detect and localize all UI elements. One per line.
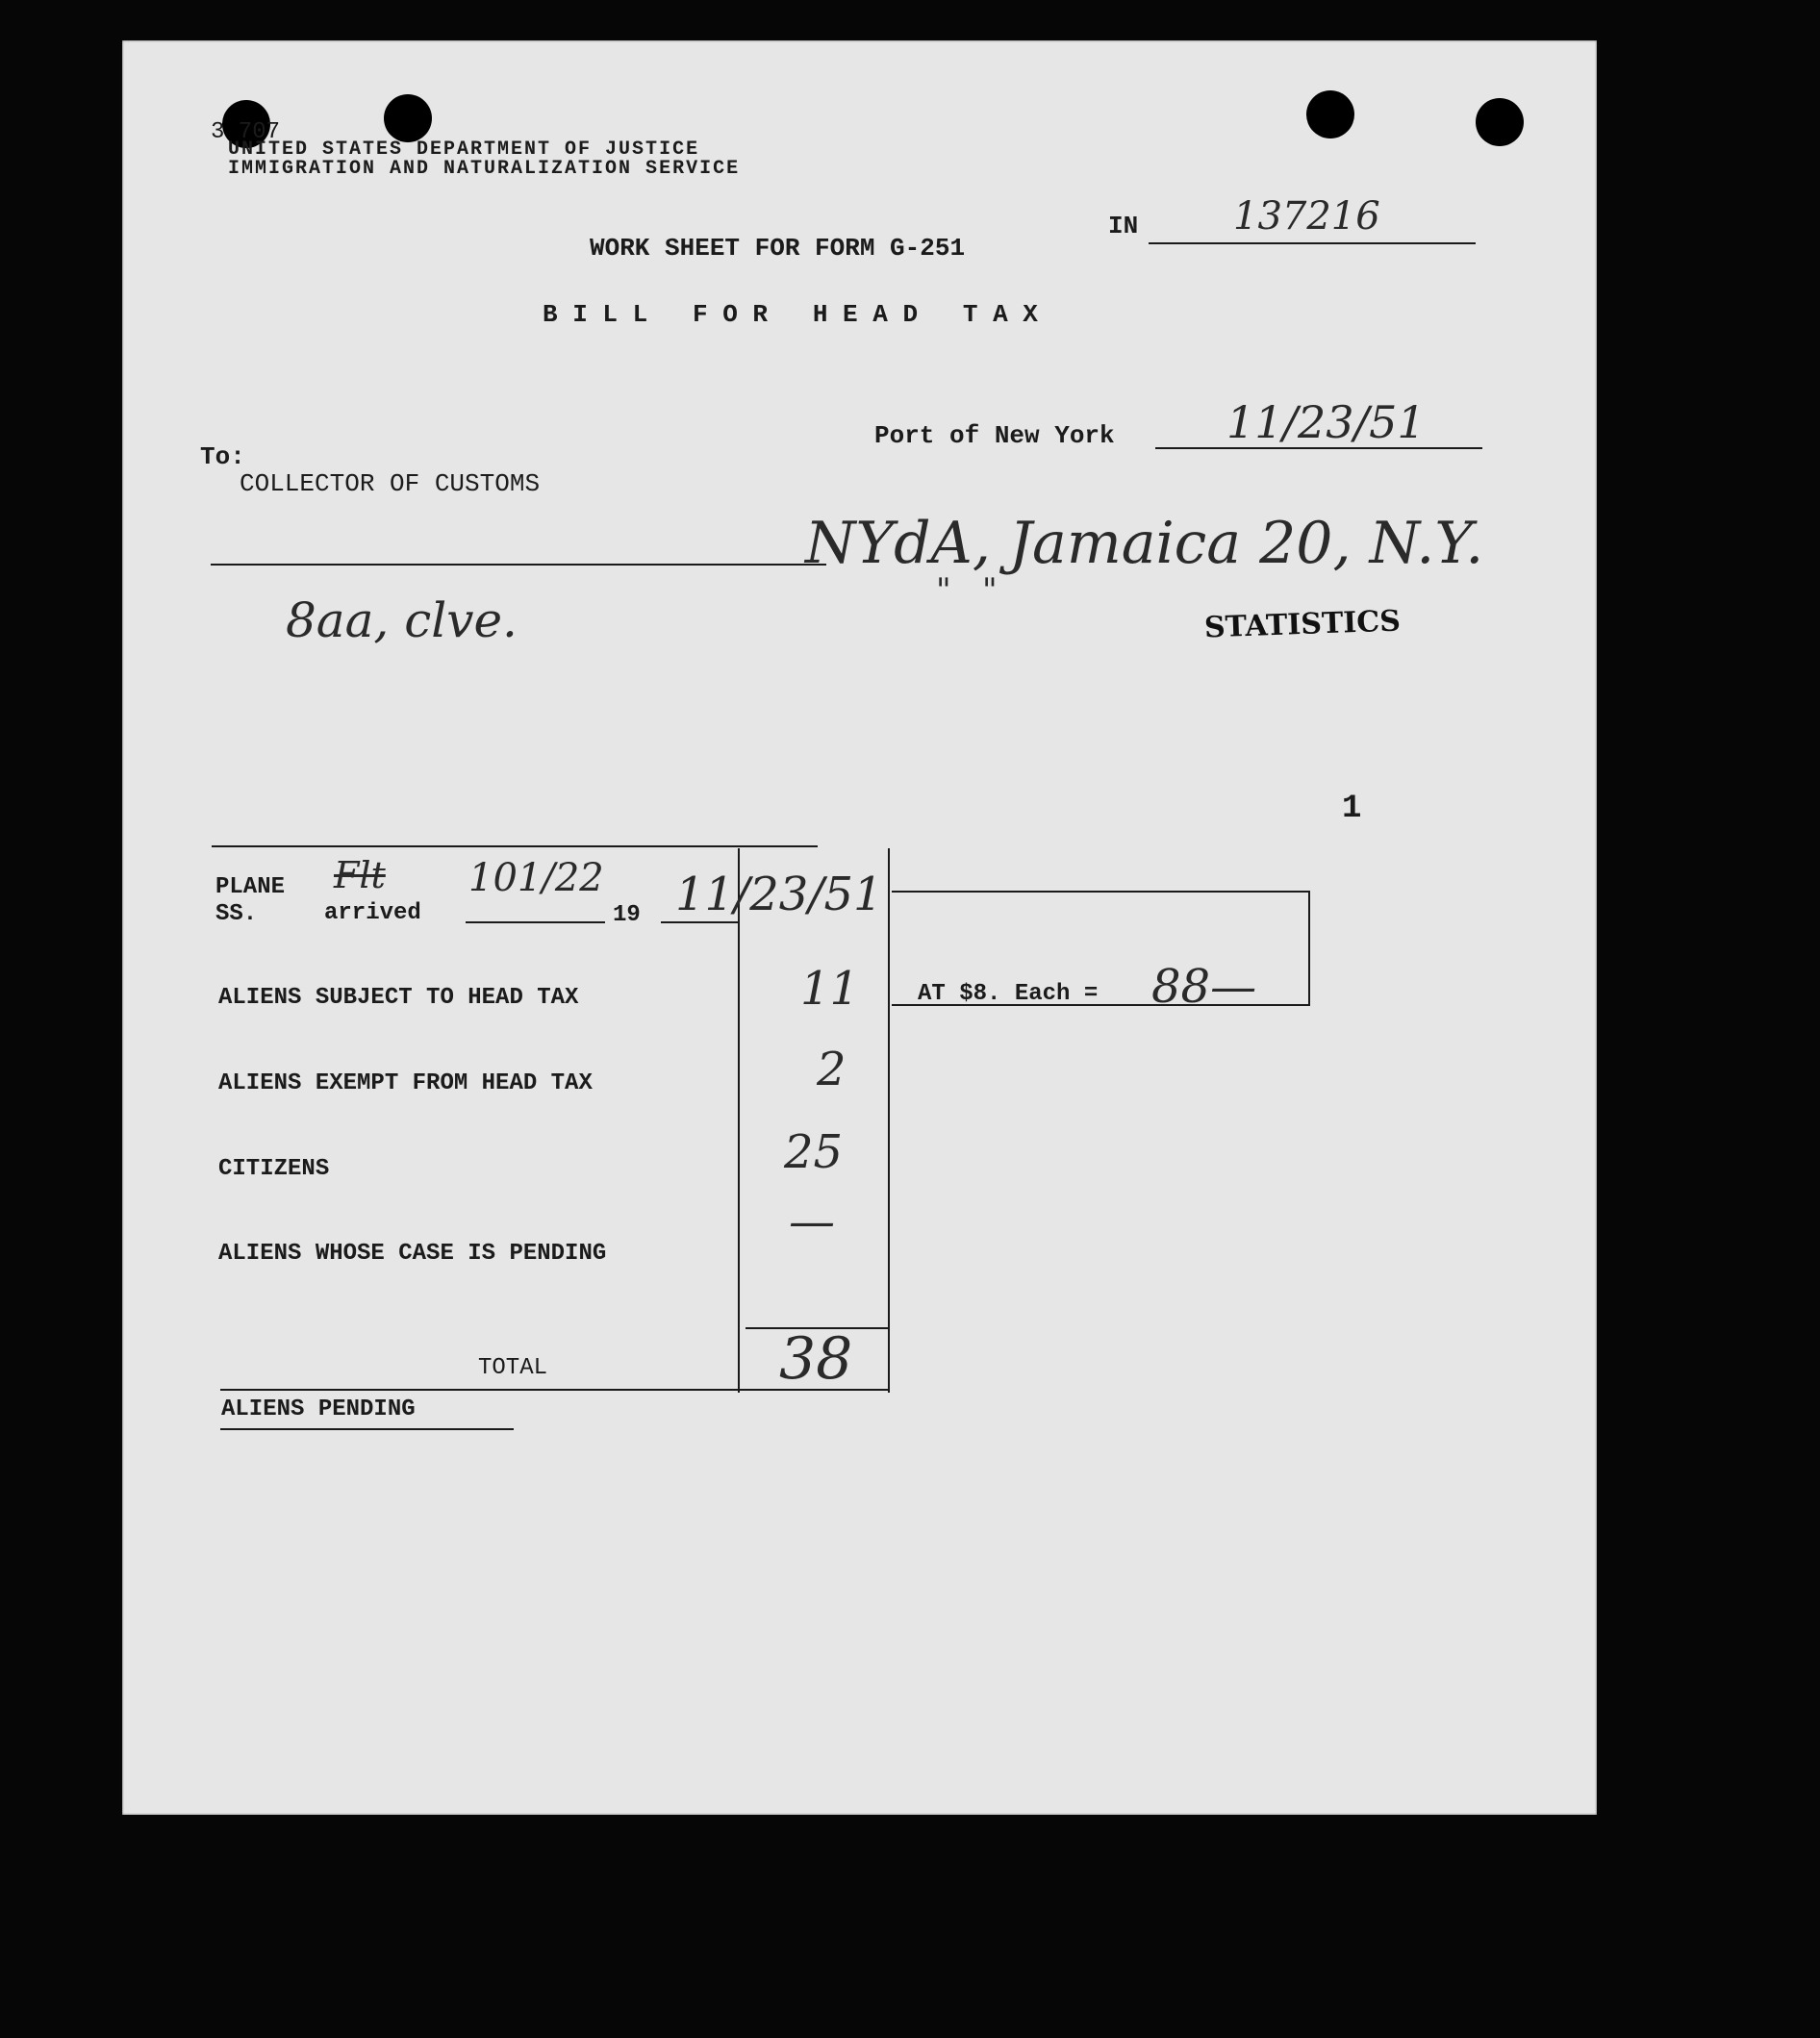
in-label: IN <box>1108 212 1139 240</box>
punch-hole-4 <box>1476 98 1524 146</box>
to-label: To: <box>200 442 245 471</box>
port-date: 11/23/51 <box>1226 396 1426 448</box>
in-underline <box>1149 242 1476 244</box>
tax-amount: 88— <box>1151 960 1257 1014</box>
addressee-location: NYdA, Jamaica 20, N.Y. <box>805 510 1484 577</box>
form-subtitle: B I L L F O R H E A D T A X <box>543 300 1038 329</box>
table-right-divider <box>888 848 890 1393</box>
arrival-date: 11/23/51 <box>675 868 883 921</box>
page-number: 1 <box>1342 791 1362 827</box>
row-citizens-label: CITIZENS <box>218 1156 330 1182</box>
row-citizens-value: 25 <box>784 1125 844 1179</box>
tax-rate-label: AT $8. Each = <box>918 981 1099 1007</box>
form-title: WORK SHEET FOR FORM G-251 <box>590 234 966 263</box>
punch-hole-2 <box>384 94 432 142</box>
aliens-pending-underline <box>220 1428 514 1430</box>
row-aliens-exempt-value: 2 <box>817 1043 847 1096</box>
total-label: TOTAL <box>478 1355 548 1381</box>
year-prefix: 19 <box>613 902 641 928</box>
flight-number: 101/22 <box>468 856 604 900</box>
punch-hole-3 <box>1306 90 1354 138</box>
service-name: IMMIGRATION AND NATURALIZATION SERVICE <box>228 158 741 180</box>
department-name: UNITED STATES DEPARTMENT OF JUSTICE <box>228 138 700 161</box>
file-number: 3 707 <box>211 119 281 145</box>
total-value: 38 <box>779 1325 853 1393</box>
addressee-name: COLLECTOR OF CUSTOMS <box>240 469 541 498</box>
ditto-marks: " " <box>936 571 998 610</box>
row-aliens-pending-value: — <box>789 1195 835 1248</box>
document-sheet <box>122 40 1597 1815</box>
row-aliens-subject-label: ALIENS SUBJECT TO HEAD TAX <box>218 985 579 1011</box>
plane-label: PLANE <box>215 874 286 900</box>
handwritten-note: 8aa, clve. <box>286 592 518 648</box>
port-label: Port of New York <box>874 421 1115 450</box>
row-aliens-subject-value: 11 <box>800 962 860 1016</box>
table-left-divider <box>738 848 740 1393</box>
in-number: 137216 <box>1233 194 1380 239</box>
arrival-date-underline <box>661 921 738 923</box>
arrived-label: arrived <box>324 900 421 926</box>
flight-struck: Flt <box>334 854 386 896</box>
tax-box-top <box>892 891 1310 893</box>
row-aliens-exempt-label: ALIENS EXEMPT FROM HEAD TAX <box>218 1070 593 1096</box>
aliens-pending-footer: ALIENS PENDING <box>221 1396 416 1422</box>
tax-box-right <box>1308 891 1310 1006</box>
flight-underline <box>466 921 605 923</box>
table-top-rule <box>212 845 818 847</box>
statistics-stamp: STATISTICS <box>1203 604 1402 645</box>
addressee-underline <box>211 564 826 566</box>
ss-label: SS. <box>215 901 258 927</box>
row-aliens-pending-label: ALIENS WHOSE CASE IS PENDING <box>218 1241 607 1267</box>
